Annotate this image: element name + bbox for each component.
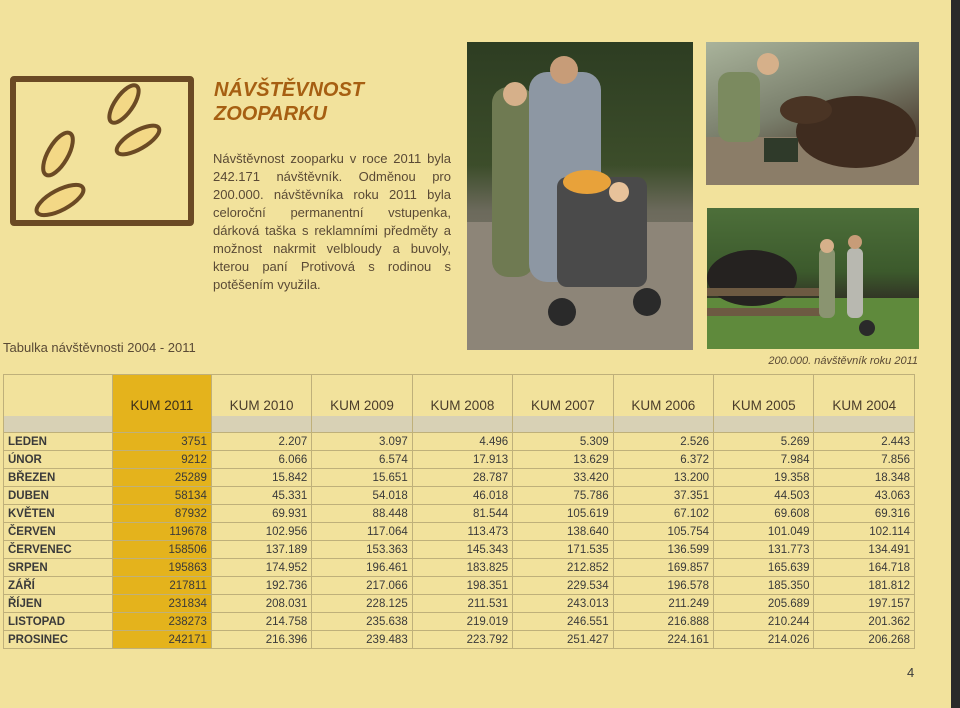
value-cell: 105.754 <box>613 523 713 541</box>
value-cell: 153.363 <box>312 541 412 559</box>
value-cell: 15.651 <box>312 469 412 487</box>
value-cell: 181.812 <box>814 577 915 595</box>
value-cell: 192.736 <box>211 577 311 595</box>
table-row <box>4 487 915 505</box>
table-row <box>4 505 915 523</box>
value-cell: 28.787 <box>412 469 512 487</box>
value-cell: 131.773 <box>714 541 814 559</box>
value-cell: 196.461 <box>312 559 412 577</box>
value-cell: 134.491 <box>814 541 915 559</box>
value-cell: 211.531 <box>412 595 512 613</box>
value-cell: 164.718 <box>814 559 915 577</box>
table-row <box>4 541 915 559</box>
page-title: NÁVŠTĚVNOST ZOOPARKU <box>214 79 365 125</box>
value-cell: 219.019 <box>412 613 512 631</box>
column-header: KUM 2010 <box>211 375 311 417</box>
value-cell: 102.956 <box>211 523 311 541</box>
value-cell: 217811 <box>113 577 212 595</box>
value-cell: 44.503 <box>714 487 814 505</box>
value-cell: 217.066 <box>312 577 412 595</box>
month-cell: DUBEN <box>4 487 113 505</box>
value-cell: 6.574 <box>312 451 412 469</box>
footprints-logo <box>10 76 194 226</box>
value-cell: 45.331 <box>211 487 311 505</box>
value-cell: 102.114 <box>814 523 915 541</box>
value-cell: 88.448 <box>312 505 412 523</box>
month-cell: ZÁŘÍ <box>4 577 113 595</box>
value-cell: 212.852 <box>513 559 613 577</box>
table-row <box>4 595 915 613</box>
table-title: Tabulka návštěvnosti 2004 - 2011 <box>3 340 196 355</box>
table-row <box>4 577 915 595</box>
value-cell: 235.638 <box>312 613 412 631</box>
month-cell: KVĚTEN <box>4 505 113 523</box>
value-cell: 239.483 <box>312 631 412 649</box>
table-row <box>4 451 915 469</box>
value-cell: 228.125 <box>312 595 412 613</box>
month-column-header <box>4 375 113 417</box>
value-cell: 81.544 <box>412 505 512 523</box>
value-cell: 197.157 <box>814 595 915 613</box>
month-cell: SRPEN <box>4 559 113 577</box>
value-cell: 87932 <box>113 505 212 523</box>
month-cell: ÚNOR <box>4 451 113 469</box>
value-cell: 137.189 <box>211 541 311 559</box>
feeding-camels-photo <box>706 42 919 185</box>
value-cell: 229.534 <box>513 577 613 595</box>
value-cell: 242171 <box>113 631 212 649</box>
value-cell: 69.316 <box>814 505 915 523</box>
value-cell: 54.018 <box>312 487 412 505</box>
value-cell: 185.350 <box>714 577 814 595</box>
value-cell: 223.792 <box>412 631 512 649</box>
value-cell: 5.269 <box>714 433 814 451</box>
month-cell: LISTOPAD <box>4 613 113 631</box>
value-cell: 9212 <box>113 451 212 469</box>
value-cell: 171.535 <box>513 541 613 559</box>
value-cell: 3751 <box>113 433 212 451</box>
value-cell: 43.063 <box>814 487 915 505</box>
photo-caption: 200.000. návštěvník roku 2011 <box>768 355 918 367</box>
table-row <box>4 631 915 649</box>
value-cell: 37.351 <box>613 487 713 505</box>
value-cell: 19.358 <box>714 469 814 487</box>
value-cell: 17.913 <box>412 451 512 469</box>
table-body <box>4 433 915 649</box>
attendance-table <box>3 374 915 649</box>
value-cell: 13.200 <box>613 469 713 487</box>
value-cell: 75.786 <box>513 487 613 505</box>
month-cell: ČERVEN <box>4 523 113 541</box>
value-cell: 117.064 <box>312 523 412 541</box>
table-row <box>4 469 915 487</box>
value-cell: 201.362 <box>814 613 915 631</box>
month-cell: ČERVENEC <box>4 541 113 559</box>
value-cell: 210.244 <box>714 613 814 631</box>
family-with-stroller-photo <box>467 42 693 350</box>
footprints-icon <box>16 82 188 220</box>
value-cell: 58134 <box>113 487 212 505</box>
value-cell: 208.031 <box>211 595 311 613</box>
value-cell: 2.526 <box>613 433 713 451</box>
header-spacer-row <box>4 416 915 433</box>
value-cell: 6.372 <box>613 451 713 469</box>
value-cell: 198.351 <box>412 577 512 595</box>
column-header: KUM 2009 <box>312 375 412 417</box>
month-cell: LEDEN <box>4 433 113 451</box>
page-number: 4 <box>907 665 915 680</box>
table-header-row <box>4 375 915 417</box>
value-cell: 211.249 <box>613 595 713 613</box>
value-cell: 216.888 <box>613 613 713 631</box>
page-edge-bar <box>951 0 960 708</box>
value-cell: 138.640 <box>513 523 613 541</box>
value-cell: 15.842 <box>211 469 311 487</box>
column-header: KUM 2006 <box>613 375 713 417</box>
value-cell: 158506 <box>113 541 212 559</box>
value-cell: 33.420 <box>513 469 613 487</box>
table-row <box>4 433 915 451</box>
value-cell: 7.984 <box>714 451 814 469</box>
column-header: KUM 2005 <box>714 375 814 417</box>
column-header: KUM 2007 <box>513 375 613 417</box>
value-cell: 216.396 <box>211 631 311 649</box>
table-row <box>4 559 915 577</box>
value-cell: 224.161 <box>613 631 713 649</box>
column-header: KUM 2011 <box>113 375 212 417</box>
table-row <box>4 523 915 541</box>
value-cell: 145.343 <box>412 541 512 559</box>
month-cell: BŘEZEN <box>4 469 113 487</box>
table-row <box>4 613 915 631</box>
value-cell: 169.857 <box>613 559 713 577</box>
value-cell: 238273 <box>113 613 212 631</box>
value-cell: 5.309 <box>513 433 613 451</box>
value-cell: 13.629 <box>513 451 613 469</box>
value-cell: 101.049 <box>714 523 814 541</box>
value-cell: 25289 <box>113 469 212 487</box>
value-cell: 4.496 <box>412 433 512 451</box>
value-cell: 174.952 <box>211 559 311 577</box>
value-cell: 46.018 <box>412 487 512 505</box>
value-cell: 246.551 <box>513 613 613 631</box>
value-cell: 231834 <box>113 595 212 613</box>
column-header: KUM 2008 <box>412 375 512 417</box>
value-cell: 69.608 <box>714 505 814 523</box>
value-cell: 195863 <box>113 559 212 577</box>
value-cell: 105.619 <box>513 505 613 523</box>
value-cell: 6.066 <box>211 451 311 469</box>
month-cell: ŘÍJEN <box>4 595 113 613</box>
intro-paragraph: Návštěvnost zooparku v roce 2011 byla 242.171 návštěvník. Odměnou pro 200.000. návštěvníka roku 2011 byla celoroční permanentní vstupenka, dárková taška s reklamními předměty a možnost nakrmit velbloudy a buvoly, kterou paní Protivová s rodinou s potěšením využila. <box>213 151 451 292</box>
buffalo-enclosure-photo <box>707 208 919 349</box>
value-cell: 2.207 <box>211 433 311 451</box>
value-cell: 69.931 <box>211 505 311 523</box>
value-cell: 196.578 <box>613 577 713 595</box>
value-cell: 243.013 <box>513 595 613 613</box>
value-cell: 206.268 <box>814 631 915 649</box>
column-header: KUM 2004 <box>814 375 915 417</box>
value-cell: 7.856 <box>814 451 915 469</box>
value-cell: 205.689 <box>714 595 814 613</box>
value-cell: 113.473 <box>412 523 512 541</box>
value-cell: 214.758 <box>211 613 311 631</box>
value-cell: 3.097 <box>312 433 412 451</box>
value-cell: 18.348 <box>814 469 915 487</box>
value-cell: 2.443 <box>814 433 915 451</box>
value-cell: 165.639 <box>714 559 814 577</box>
value-cell: 214.026 <box>714 631 814 649</box>
value-cell: 136.599 <box>613 541 713 559</box>
value-cell: 119678 <box>113 523 212 541</box>
value-cell: 183.825 <box>412 559 512 577</box>
month-cell: PROSINEC <box>4 631 113 649</box>
value-cell: 67.102 <box>613 505 713 523</box>
value-cell: 251.427 <box>513 631 613 649</box>
